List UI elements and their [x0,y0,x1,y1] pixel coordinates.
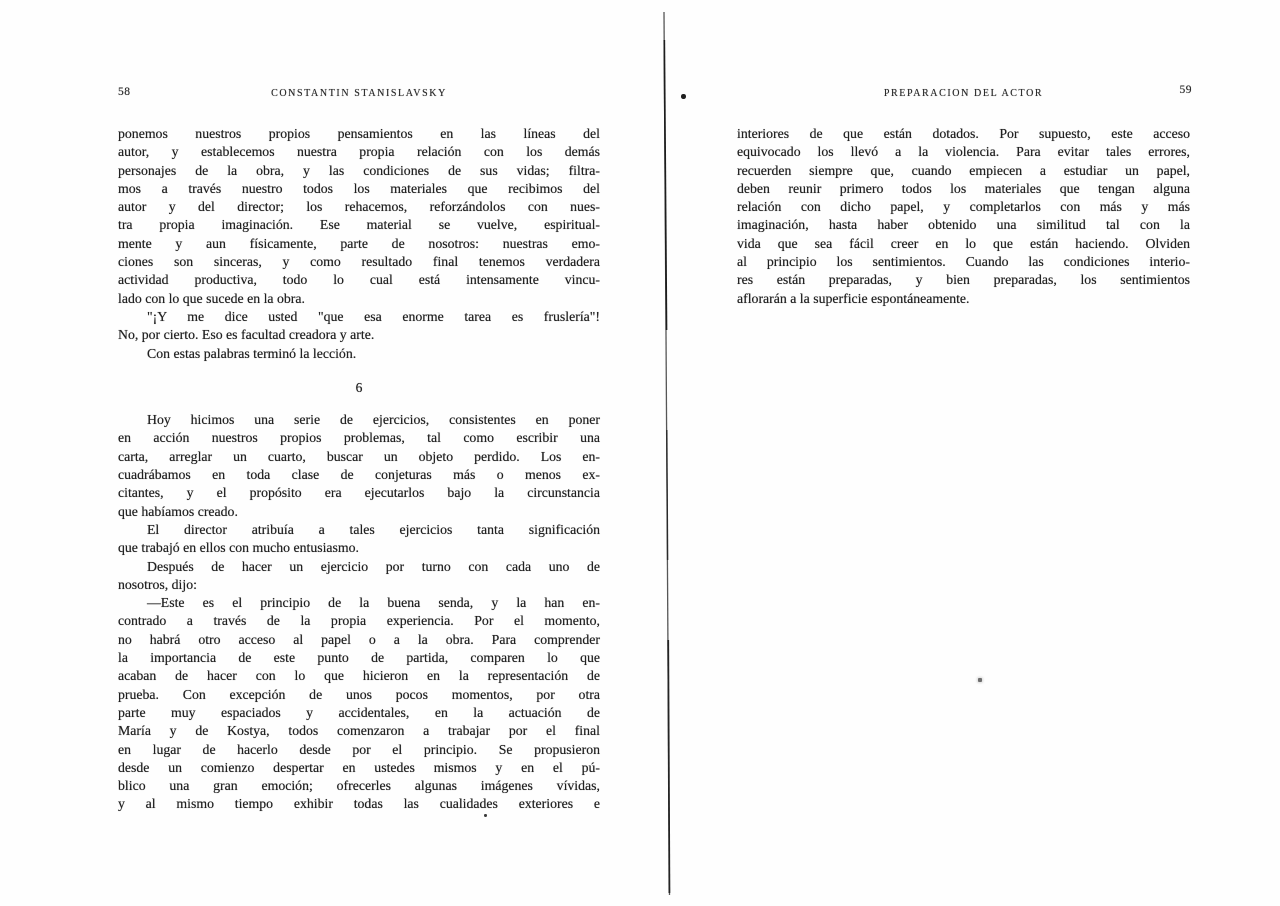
text-line: desde un comienzo despertar en ustedes mismos y en el pú- [118,759,600,775]
text-line: —Este es el principio de la buena senda, y la han en- [147,595,600,611]
text-line: mente y aun físicamente, parte de nosotros: nuestras emo- [118,235,600,251]
paragraph [118,345,600,363]
text-line: personajes de la obra, y las condiciones de sus vidas; filtra- [118,162,600,178]
text-line: en acción nuestros propios problemas, tal como escribir una [118,430,600,446]
text-line: prueba. Con excepción de unos pocos momentos, por otra [118,686,600,702]
text-line: ponemos nuestros propios pensamientos en las líneas del [118,126,600,141]
text-line: autor y del director; los rehacemos, reforzándolos con nues- [118,199,600,215]
text-line: "¡Y me dice usted "que esa enorme tarea es fruslería"! [147,308,600,324]
text-line: Después de hacer un ejercicio por turno con cada uno de [147,558,600,574]
text-line: cuadrábamos en toda clase de conjeturas más o menos ex- [118,467,600,483]
text-line: en lugar de hacerlo desde por el principio. Se propusieron [118,741,600,757]
paragraph [737,125,1190,308]
text-line: deben reunir primero todos los materiales que tengan alguna [737,180,1190,196]
text-line: mos a través nuestro todos los materiales que recibimos del [118,180,600,196]
text-line: al principio los sentimientos. Cuando las condiciones interio- [737,254,1190,270]
right-page-number: 59 [1179,84,1192,96]
text-line: acaban de hacer con lo que hicieron en la representación de [118,668,600,684]
left-page-text-column [118,125,600,814]
text-line: Con estas palabras terminó la lección. [147,345,357,361]
paragraph [118,594,600,814]
text-line: No, por cierto. Eso es facultad creadora y arte. [118,327,375,343]
text-line: no habrá otro acceso al papel o a la obra. Para comprender [118,631,600,647]
paragraph [118,125,600,308]
text-line: aflorarán a la superficie espontáneamente. [737,290,970,306]
text-line: imaginación, hasta haber obtenido una similitud tal con la [737,217,1190,233]
text-line: actividad productiva, todo lo cual está intensamente vincu- [118,272,600,288]
ink-speck-artifact [978,678,982,682]
paragraph [118,308,600,345]
text-line: recuerden siempre que, cuando empiecen a estudiar un papel, [737,162,1190,178]
text-line: vida que sea fácil creer en lo que están haciendo. Olviden [737,235,1190,251]
text-line: res están preparadas, y bien preparadas, los sentimientos [737,272,1190,288]
right-running-head [737,86,1190,102]
text-line: blico una gran emoción; ofrecerles algunas imágenes vívidas, [118,778,600,794]
text-line: interiores de que están dotados. Por supuesto, este acceso [737,126,1190,141]
right-running-title: PREPARACION DEL ACTOR [883,88,1044,99]
text-line: y al mismo tiempo exhibir todas las cualidades exteriores e [118,796,600,812]
left-running-head [118,86,600,102]
paragraph [118,521,600,558]
left-page-number: 58 [118,86,131,98]
text-line: carta, arreglar un cuarto, buscar un objeto perdido. Los en- [118,448,600,464]
text-line: ciones son sinceras, y como resultado final tenemos verdadera [118,254,600,270]
right-page-text-column [737,125,1190,308]
section-number: 6 [355,379,363,395]
text-line: tra propia imaginación. Ese material se vuelve, espiritual- [118,217,600,233]
text-line: nosotros, dijo: [118,576,197,592]
text-line: citantes, y el propósito era ejecutarlos bajo la circunstancia [118,485,600,501]
text-line: Hoy hicimos una serie de ejercicios, consistentes en poner [147,412,600,428]
paragraph [118,411,600,521]
left-running-title: CONSTANTIN STANISLAVSKY [271,88,447,99]
ink-speck-artifact [484,814,487,817]
text-line: autor, y establecemos nuestra propia relación con los demás [118,144,600,160]
paragraph [118,558,600,595]
text-line: relación con dicho papel, y completarlos con más y más [737,199,1190,215]
text-line: María y de Kostya, todos comenzaron a trabajar por el final [118,723,600,739]
text-line: contrado a través de la propia experiencia. Por el momento, [118,613,600,629]
text-line: la importancia de este punto de partida, comparen lo que [118,650,600,666]
ink-dot-artifact [681,94,686,99]
text-line: que habíamos creado. [118,503,238,519]
text-line: lado con lo que sucede en la obra. [118,290,305,306]
text-line: parte muy espaciados y accidentales, en la actuación de [118,704,600,720]
text-line: equivocado los llevó a la violencia. Para evitar tales errores, [737,144,1190,160]
text-line: que trabajó en ellos con mucho entusiasmo. [118,540,360,556]
text-line: El director atribuía a tales ejercicios tanta significación [147,521,600,537]
